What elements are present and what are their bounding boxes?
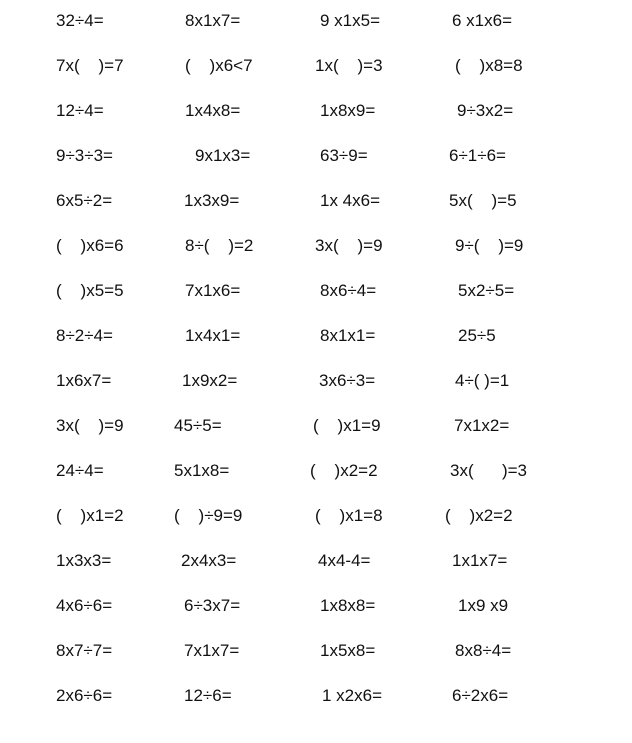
problem: ( )x8=8 bbox=[455, 56, 523, 75]
problem-row bbox=[0, 546, 632, 576]
problem: 7x( )=7 bbox=[56, 56, 124, 75]
problem: 1x4x8= bbox=[185, 101, 241, 120]
problem: 4÷( )=1 bbox=[455, 371, 510, 390]
problem: ( )÷9=9 bbox=[174, 506, 243, 525]
problem: 7x1x2= bbox=[454, 416, 510, 435]
problem: 6 x1x6= bbox=[452, 11, 513, 30]
problem: 4x4-4= bbox=[318, 551, 371, 570]
problem: 1x 4x6= bbox=[320, 191, 381, 210]
problem: 1x8x8= bbox=[320, 596, 376, 615]
problem: 45÷5= bbox=[174, 416, 222, 435]
problem-row bbox=[0, 186, 632, 216]
problem: ( )x1=9 bbox=[313, 416, 381, 435]
problem-row bbox=[0, 366, 632, 396]
problem: 8x6÷4= bbox=[320, 281, 377, 300]
problem: 9 x1x5= bbox=[320, 11, 381, 30]
problem-row bbox=[0, 6, 632, 36]
problem: ( )x2=2 bbox=[310, 461, 378, 480]
problem: 7x1x6= bbox=[185, 281, 241, 300]
problem-row bbox=[0, 591, 632, 621]
problem-row bbox=[0, 411, 632, 441]
problem: 9x1x3= bbox=[195, 146, 251, 165]
problem: 5x( )=5 bbox=[449, 191, 517, 210]
problem: 1x8x9= bbox=[320, 101, 376, 120]
problem: 1x1x7= bbox=[452, 551, 508, 570]
problem: 6÷1÷6= bbox=[449, 146, 506, 165]
problem: 1x5x8= bbox=[320, 641, 376, 660]
problem: 1x4x1= bbox=[185, 326, 241, 345]
problem: 6÷3x7= bbox=[184, 596, 241, 615]
problem-row bbox=[0, 276, 632, 306]
problem: ( )x5=5 bbox=[56, 281, 124, 300]
problem-row bbox=[0, 51, 632, 81]
problem: 5x1x8= bbox=[174, 461, 230, 480]
problem: 2x4x3= bbox=[181, 551, 237, 570]
problem: 7x1x7= bbox=[184, 641, 240, 660]
problem: 8x1x1= bbox=[320, 326, 376, 345]
problem: 3x( )=9 bbox=[315, 236, 383, 255]
problem: 12÷6= bbox=[184, 686, 232, 705]
problem: 6x5÷2= bbox=[56, 191, 113, 210]
problem: 3x( )=3 bbox=[450, 461, 527, 480]
problem: 32÷4= bbox=[56, 11, 104, 30]
problem: ( )x6=6 bbox=[56, 236, 124, 255]
problem: 12÷4= bbox=[56, 101, 104, 120]
problem: 2x6÷6= bbox=[56, 686, 113, 705]
problem-row bbox=[0, 141, 632, 171]
problem-row bbox=[0, 231, 632, 261]
problem-row bbox=[0, 681, 632, 711]
problem: ( )x1=8 bbox=[315, 506, 383, 525]
problem: 1x9 x9 bbox=[458, 596, 509, 615]
problem: 24÷4= bbox=[56, 461, 104, 480]
problem: 1x3x9= bbox=[184, 191, 240, 210]
problem: 3x( )=9 bbox=[56, 416, 124, 435]
problem: 1x( )=3 bbox=[315, 56, 383, 75]
problem: 25÷5 bbox=[458, 326, 496, 345]
problem: 9÷( )=9 bbox=[455, 236, 524, 255]
problem-row bbox=[0, 456, 632, 486]
problem: 1 x2x6= bbox=[322, 686, 383, 705]
problem: 63÷9= bbox=[320, 146, 368, 165]
problem: 4x6÷6= bbox=[56, 596, 113, 615]
problem-row bbox=[0, 636, 632, 666]
problem: ( )x6<7 bbox=[185, 56, 253, 75]
problem: ( )x1=2 bbox=[56, 506, 124, 525]
problem-row bbox=[0, 96, 632, 126]
problem: 8÷2÷4= bbox=[56, 326, 113, 345]
problem: 1x6x7= bbox=[56, 371, 112, 390]
problem: 9÷3x2= bbox=[457, 101, 514, 120]
problem: 6÷2x6= bbox=[452, 686, 509, 705]
problem: 8x8÷4= bbox=[455, 641, 512, 660]
problem: 8x1x7= bbox=[185, 11, 241, 30]
problem-row bbox=[0, 501, 632, 531]
problem: ( )x2=2 bbox=[445, 506, 513, 525]
problem: 9÷3÷3= bbox=[56, 146, 113, 165]
problem: 5x2÷5= bbox=[458, 281, 515, 300]
problem: 8x7÷7= bbox=[56, 641, 113, 660]
problem: 1x3x3= bbox=[56, 551, 112, 570]
problem: 3x6÷3= bbox=[319, 371, 376, 390]
problem: 8÷( )=2 bbox=[185, 236, 254, 255]
problem: 1x9x2= bbox=[182, 371, 238, 390]
problem-row bbox=[0, 321, 632, 351]
